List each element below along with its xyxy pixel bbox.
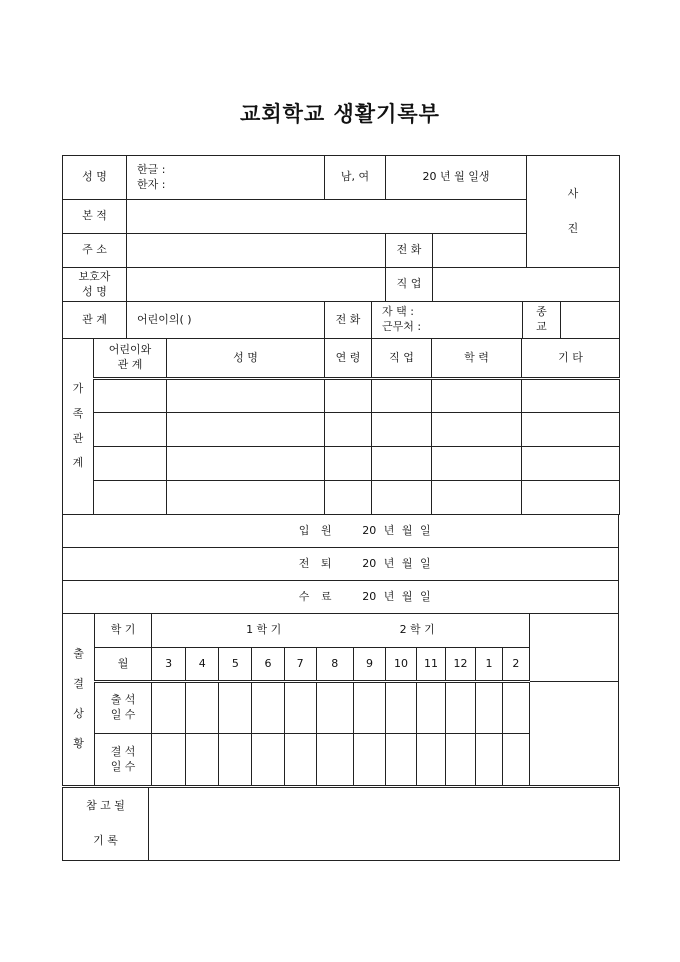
domicile-field[interactable]	[127, 200, 527, 234]
family-cell[interactable]	[522, 379, 620, 413]
family-header-relation	[94, 339, 167, 379]
attendance-side-char: 결	[73, 677, 84, 691]
absent-bottom: 일 수	[110, 759, 136, 773]
attendance-cell[interactable]	[385, 734, 416, 786]
attendance-cell[interactable]	[316, 734, 353, 786]
attendance-cell[interactable]	[417, 682, 446, 734]
attendance-cell[interactable]	[186, 682, 219, 734]
home-label: 자 택 :	[382, 305, 414, 319]
month-cell: 4	[186, 648, 219, 682]
month-cell: 12	[446, 648, 476, 682]
job-label: 직 업	[386, 268, 433, 302]
photo-label-top: 사	[567, 186, 579, 200]
month-cell: 10	[385, 648, 416, 682]
family-cell[interactable]	[522, 447, 620, 481]
family-cell[interactable]	[522, 481, 620, 515]
phone2-label: 전 화	[325, 302, 372, 339]
name-label: 성 명	[63, 156, 127, 200]
attendance-cell[interactable]	[284, 734, 316, 786]
absent-days-label	[95, 734, 152, 786]
attendance-cell[interactable]	[152, 682, 186, 734]
notes-label-line1: 참 고 될	[86, 799, 125, 813]
notes-table	[62, 787, 620, 861]
domicile-label: 본 적	[63, 200, 127, 234]
attendance-cell[interactable]	[252, 682, 284, 734]
family-header-job: 직 업	[372, 339, 432, 379]
attendance-cell[interactable]	[353, 682, 385, 734]
term2-label: 2 학 기	[399, 623, 435, 637]
notes-label	[63, 788, 149, 861]
attendance-side-char: 출	[73, 647, 84, 661]
family-cell[interactable]	[522, 413, 620, 447]
attendance-cell[interactable]	[417, 734, 446, 786]
attendance-cell[interactable]	[502, 734, 529, 786]
hanja-label: 한자 :	[137, 177, 166, 191]
address-label: 주 소	[63, 234, 127, 268]
absent-top: 결 석	[110, 744, 136, 758]
attendance-cell[interactable]	[316, 682, 353, 734]
family-cell[interactable]	[372, 447, 432, 481]
family-side-char: 계	[72, 456, 84, 470]
family-cell[interactable]	[167, 379, 325, 413]
attendance-cell[interactable]	[186, 734, 219, 786]
family-table	[62, 338, 620, 515]
family-cell[interactable]	[94, 447, 167, 481]
table-row	[63, 379, 620, 413]
family-cell[interactable]	[432, 447, 522, 481]
attendance-cell[interactable]	[476, 682, 503, 734]
family-header-etc: 기 타	[522, 339, 620, 379]
term-header	[152, 614, 530, 648]
basic-info-table	[62, 155, 620, 302]
month-cell: 2	[502, 648, 529, 682]
family-cell[interactable]	[325, 379, 372, 413]
attendance-side-char: 상	[73, 707, 84, 720]
events-table	[62, 514, 619, 614]
present-top: 출 석	[110, 693, 136, 707]
event-row-completion[interactable]	[63, 581, 619, 614]
family-side-char: 족	[72, 406, 84, 420]
birth-date[interactable]: 20 년 월 일생	[386, 156, 527, 200]
event-row-admission[interactable]	[63, 515, 619, 548]
family-cell[interactable]	[372, 413, 432, 447]
gender-select[interactable]: 남, 여	[325, 156, 386, 200]
event-label: 전 퇴	[298, 556, 336, 570]
present-bottom: 일 수	[110, 708, 136, 721]
month-cell: 6	[252, 648, 284, 682]
month-cell: 5	[219, 648, 252, 682]
month-cell: 1	[476, 648, 503, 682]
phone2-field[interactable]	[372, 302, 523, 339]
photo-label-bottom: 진	[567, 221, 579, 235]
family-cell[interactable]	[94, 481, 167, 515]
guardian-field[interactable]	[127, 268, 386, 302]
family-cell[interactable]	[325, 447, 372, 481]
family-cell[interactable]	[167, 413, 325, 447]
notes-label-line2: 기 록	[93, 834, 118, 847]
attendance-cell[interactable]	[446, 734, 476, 786]
family-header-name: 성 명	[167, 339, 325, 379]
family-cell[interactable]	[372, 481, 432, 515]
family-cell[interactable]	[167, 447, 325, 481]
month-cell: 9	[353, 648, 385, 682]
attendance-cell[interactable]	[446, 682, 476, 734]
event-date: 20 년 월 일	[362, 523, 431, 537]
event-date: 20 년 월 일	[362, 556, 431, 570]
family-side-char: 관	[72, 431, 84, 445]
attendance-cell[interactable]	[252, 734, 284, 786]
table-row	[63, 481, 620, 515]
attendance-cell[interactable]	[152, 734, 186, 786]
month-cell: 7	[284, 648, 316, 682]
guardian-label-top: 보호자	[78, 269, 111, 283]
family-side-label	[63, 339, 94, 515]
term1-label: 1 학 기	[246, 623, 282, 637]
page-title: 교회학교 생활기록부	[240, 102, 440, 126]
event-date: 20 년 월 일	[362, 589, 431, 603]
family-header-age: 연 령	[325, 339, 372, 379]
present-days-label	[95, 682, 152, 734]
attendance-cell[interactable]	[284, 682, 316, 734]
month-cell: 11	[417, 648, 446, 682]
hangul-label: 한글 :	[137, 162, 166, 176]
month-label: 월	[95, 648, 152, 682]
relation-label: 관 계	[63, 302, 127, 339]
guardian-label-bottom: 성 명	[82, 284, 107, 298]
event-label: 수 료	[298, 589, 336, 603]
relation-field[interactable]: 어린이의( )	[127, 302, 325, 339]
family-cell[interactable]	[432, 481, 522, 515]
family-header-education: 학 력	[432, 339, 522, 379]
phone-label: 전 화	[386, 234, 433, 268]
family-cell[interactable]	[94, 379, 167, 413]
work-label: 근무처 :	[382, 320, 422, 333]
family-rel-top: 어린이와	[108, 343, 152, 357]
notes-field[interactable]	[149, 788, 620, 861]
family-cell[interactable]	[167, 481, 325, 515]
name-field[interactable]	[127, 156, 325, 200]
family-cell[interactable]	[432, 379, 522, 413]
family-cell[interactable]	[432, 413, 522, 447]
table-row	[63, 413, 620, 447]
attendance-cell[interactable]	[502, 682, 529, 734]
attendance-cell[interactable]	[219, 682, 252, 734]
attendance-remark-top[interactable]	[529, 614, 618, 682]
event-label: 입 원	[298, 523, 336, 537]
attendance-cell[interactable]	[219, 734, 252, 786]
attendance-side-label	[63, 614, 95, 786]
family-cell[interactable]	[94, 413, 167, 447]
family-cell[interactable]	[325, 413, 372, 447]
job-field[interactable]	[433, 268, 620, 302]
attendance-cell[interactable]	[353, 734, 385, 786]
attendance-cell[interactable]	[476, 734, 503, 786]
address-field[interactable]	[127, 234, 386, 268]
attendance-cell[interactable]	[385, 682, 416, 734]
family-rel-bottom: 관 계	[117, 358, 143, 371]
religion-label	[523, 302, 561, 339]
relation-table	[62, 301, 620, 339]
month-cell: 3	[152, 648, 186, 682]
photo-box	[527, 156, 620, 268]
guardian-label	[63, 268, 127, 302]
family-cell[interactable]	[325, 481, 372, 515]
religion-label-bottom: 교	[536, 320, 547, 333]
attendance-side-char: 황	[73, 736, 84, 750]
family-cell[interactable]	[372, 379, 432, 413]
term-label: 학 기	[95, 614, 152, 648]
month-cell: 8	[316, 648, 353, 682]
family-side-char: 가	[72, 381, 84, 395]
phone-field[interactable]	[433, 234, 527, 268]
attendance-remark-bottom[interactable]	[529, 682, 618, 786]
table-row	[63, 447, 620, 481]
event-row-transfer[interactable]	[63, 548, 619, 581]
attendance-table	[62, 613, 619, 786]
religion-label-top: 종	[536, 305, 547, 319]
religion-field[interactable]	[561, 302, 620, 339]
